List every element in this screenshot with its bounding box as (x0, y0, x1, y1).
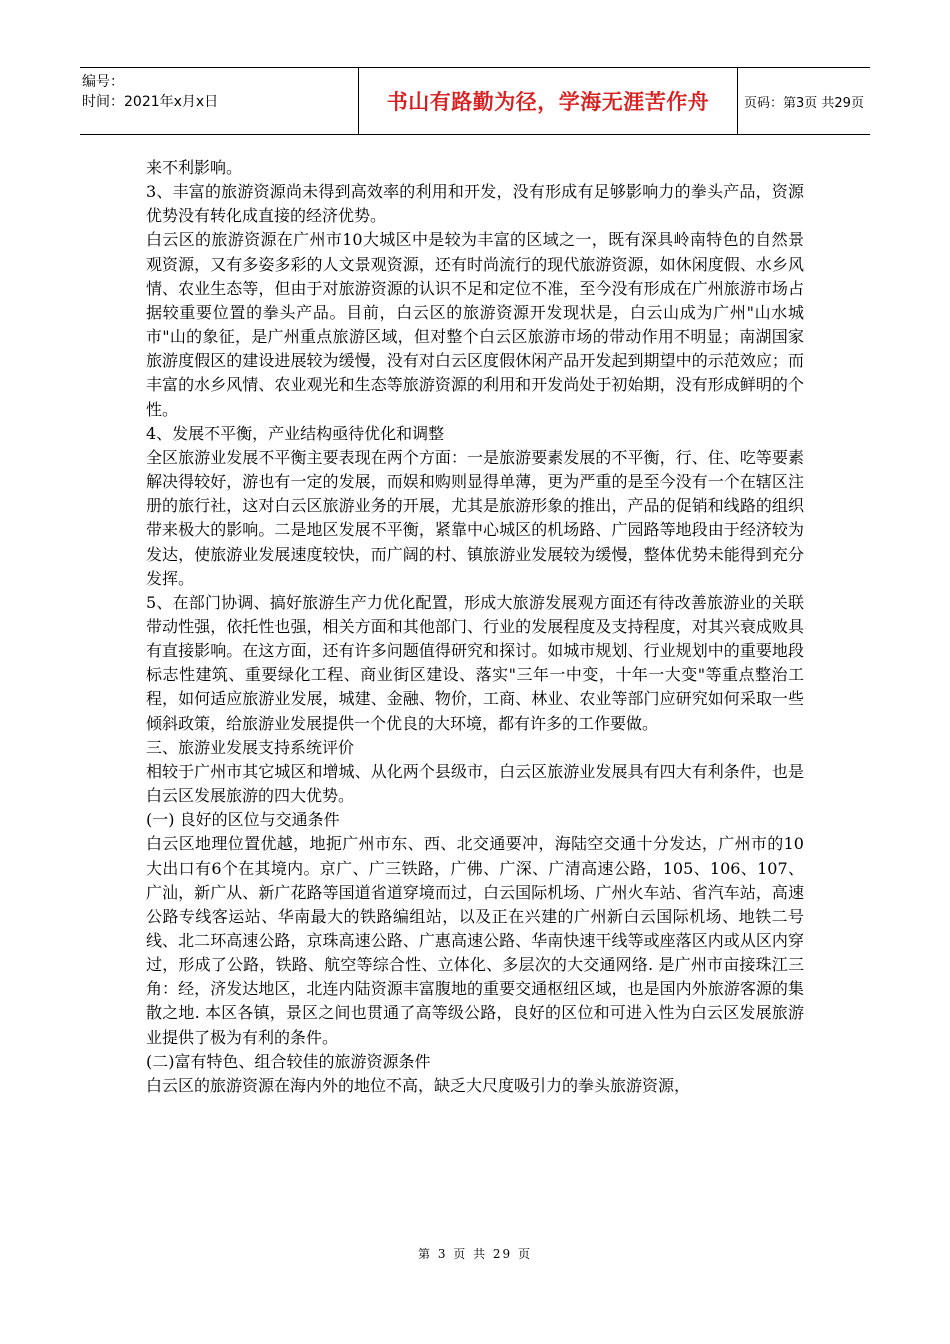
time-label: 时间：2021年x月x日 (82, 94, 219, 110)
section-heading: (一) 良好的区位与交通条件 (146, 810, 340, 830)
section-heading: 三、旅游业发展支持系统评价 (146, 737, 355, 757)
header-page-info: 页码：第3页 共29页 (744, 95, 864, 111)
section-heading: 4、发展不平衡，产业结构亟待优化和调整 (146, 423, 445, 443)
page-header (80, 67, 870, 135)
paragraph: 3、丰富的旅游资源尚未得到高效率的利用和开发，没有形成有足够影响力的拳头产品，资源优势没有转化成直接的经济优势。 (146, 182, 804, 226)
paragraph: 全区旅游业发展不平衡主要表现在两个方面：一是旅游要素发展的不平衡，行、住、吃等要素解决得较好，游也有一定的发展，而娱和购则显得单薄，更为严重的是至今没有一个在辖区注册的旅行社，这对白云区旅游业务的开展，尤其是旅游形象的推出，产品的促销和线路的组织带来极大的影响。二是地区发展不平衡，紧靠中心城区的机场路、广园路等地段由于经济较为发达，使旅游业发展速度较快，而广阔的村、镇旅游业发展较为缓慢，整体优势未能得到充分发挥。 (146, 447, 804, 588)
code-label: 编号： (82, 74, 124, 90)
page-footer: 第 3 页 共 29 页 (418, 1247, 532, 1261)
header-meta (82, 72, 282, 132)
body-text (146, 156, 804, 1098)
paragraph: 白云区的旅游资源在海内外的地位不高，缺乏大尺度吸引力的拳头旅游资源， (146, 1075, 691, 1095)
section-heading: (二)富有特色、组合较佳的旅游资源条件 (146, 1051, 431, 1071)
paragraph: 5、在部门协调、搞好旅游生产力优化配置，形成大旅游发展观方面还有待改善旅游业的关联带动性强，依托性也强，相关方面和其他部门、行业的发展程度及支持程度，对其兴衰成败具有直接影响。在这方面，还有许多问题值得研究和探讨。如城市规划、行业规划中的重要地段标志性建筑、重要绿化工程、商业街区建设、落实"三年一中变，十年一大变"等重点整治工程，如何适应旅游业发展，城建、金融、物价，工商、林业、农业等部门应研究如何采取一些倾斜政策，给旅游业发展提供一个优良的大环境，都有许多的工作要做。 (146, 592, 804, 733)
paragraph: 白云区的旅游资源在广州市10大城区中是较为丰富的区域之一，既有深具岭南特色的自然景观资源，又有多姿多彩的人文景观资源，还有时尚流行的现代旅游资源，如休闲度假、水乡风情、农业生态等，但由于对旅游资源的认识不足和定位不准，至今没有形成在广州旅游市场占据较重要位置的拳头产品。目前，白云区的旅游资源开发现状是，白云山成为广州"山水城市"山的象征，是广州重点旅游区域，但对整个白云区旅游市场的带动作用不明显；南湖国家旅游度假区的建设进展较为缓慢，没有对白云区度假休闲产品开发起到期望中的示范效应；而丰富的水乡风情、农业观光和生态等旅游资源的利用和开发尚处于初始期，没有形成鲜明的个性。 (146, 230, 804, 419)
header-motto: 书山有路勤为径，学海无涯苦作舟 (358, 68, 738, 134)
paragraph: 相较于广州市其它城区和增城、从化两个县级市，白云区旅游业发展具有四大有利条件，也是白云区发展旅游的四大优势。 (146, 761, 804, 806)
paragraph: 白云区地理位置优越，地扼广州市东、西、北交通要冲，海陆空交通十分发达，广州市的10大出口有6个在其境内。京广、广三铁路，广佛、广深、广清高速公路，105、106、107、广汕，新广从、新广花路等国道省道穿境而过，白云国际机场、广州火车站、省汽车站，高速公路专线客运站、华南最大的铁路编组站，以及正在兴建的广州新白云国际机场、地铁二号线、北二环高速公路，京珠高速公路、广惠高速公路、华南快速干线等或座落区内或从区内穿过，形成了公路，铁路、航空等综合性、立体化、多层次的大交通网络. 是广州市亩接珠江三角：经，济发达地区，北连内陆资源丰富腹地的重要交通枢纽区域，也是国内外旅游客源的集散之地. 本区各镇，景区之间也贯通了高等级公路，良好的区位和可进入性为白云区发展旅游业提供了极为有利的条件。 (146, 834, 804, 1047)
paragraph: 来不利影响。 (146, 158, 243, 177)
